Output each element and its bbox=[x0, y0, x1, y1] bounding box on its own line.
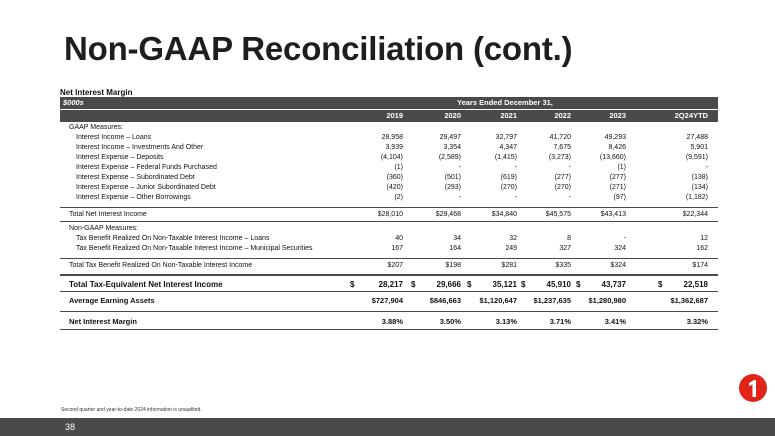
table-cell: - bbox=[514, 164, 517, 171]
table-cell: 324 bbox=[614, 245, 626, 252]
table-cell: $281 bbox=[501, 262, 517, 269]
section-label: Net Interest Margin bbox=[60, 88, 133, 97]
footnote: Second quarter and year-to-date 2024 information is unaudited. bbox=[61, 407, 202, 413]
table-cell: (270) bbox=[554, 184, 571, 191]
table-cell: - bbox=[458, 194, 461, 201]
table-cell: (270) bbox=[500, 184, 517, 191]
table-cell: 32,797 bbox=[495, 134, 517, 141]
dollar-sign: $ bbox=[658, 280, 663, 289]
table-cell: - bbox=[568, 164, 571, 171]
table-cell: (1,182) bbox=[685, 194, 708, 201]
table-cell: 40 bbox=[395, 235, 403, 242]
table-cell: (2) bbox=[394, 194, 403, 201]
table-cell: 22,518 bbox=[683, 280, 708, 289]
table-cell: 3,939 bbox=[385, 144, 403, 151]
table-cell: 12 bbox=[700, 235, 708, 242]
row-label: Interest Expense – Deposits bbox=[76, 154, 164, 161]
table-cell: $1,237,635 bbox=[533, 296, 571, 305]
dollar-sign: $ bbox=[521, 280, 526, 289]
table-cell: 8 bbox=[567, 235, 571, 242]
total-label: Average Earning Assets bbox=[69, 296, 155, 305]
table-cell: 167 bbox=[391, 245, 403, 252]
table-cell: 3.13% bbox=[495, 317, 517, 326]
table-cell: (1,415) bbox=[494, 154, 517, 161]
table-cell: $34,840 bbox=[491, 211, 517, 218]
table-cell: $174 bbox=[692, 262, 708, 269]
table-cell: 29,497 bbox=[439, 134, 461, 141]
table-cell: (501) bbox=[444, 174, 461, 181]
table-cell: (619) bbox=[500, 174, 517, 181]
row-label: Interest Expense – Junior Subordinated Debt bbox=[76, 184, 216, 191]
total-label: Total Tax Benefit Realized On Non-Taxable Interest Income bbox=[69, 262, 253, 269]
table-cell: $1,362,687 bbox=[670, 296, 708, 305]
group-label: Non-GAAP Measures: bbox=[69, 225, 139, 232]
table-cell: (97) bbox=[613, 194, 626, 201]
group-label: GAAP Measures: bbox=[69, 124, 123, 131]
dollar-sign: $ bbox=[576, 280, 581, 289]
table-cell: 27,488 bbox=[686, 134, 708, 141]
table-cell: (420) bbox=[386, 184, 403, 191]
divider-line bbox=[60, 274, 718, 276]
column-header: 2021 bbox=[500, 111, 517, 120]
table-cell: (9,591) bbox=[685, 154, 708, 161]
table-cell: (138) bbox=[691, 174, 708, 181]
table-cell: (134) bbox=[691, 184, 708, 191]
table-cell: 28,217 bbox=[378, 280, 403, 289]
company-logo-icon bbox=[738, 373, 768, 403]
table-cell: $198 bbox=[445, 262, 461, 269]
table-cell: 3.32% bbox=[686, 317, 708, 326]
table-cell: 29,666 bbox=[436, 280, 461, 289]
divider-line bbox=[60, 311, 718, 312]
table-cell: (2,589) bbox=[438, 154, 461, 161]
table-cell: 43,737 bbox=[601, 280, 626, 289]
table-cell: 3.41% bbox=[604, 317, 626, 326]
table-cell: 49,293 bbox=[604, 134, 626, 141]
row-label: Interest Expense – Other Borrowings bbox=[76, 194, 191, 201]
page-title: Non-GAAP Reconciliation (cont.) bbox=[64, 30, 573, 67]
table-cell: 4,347 bbox=[499, 144, 517, 151]
table-cell: (4,104) bbox=[380, 154, 403, 161]
table-cell: 249 bbox=[505, 245, 517, 252]
table-cell: (13,660) bbox=[599, 154, 626, 161]
row-label: Tax Benefit Realized On Non-Taxable Interest Income – Loans bbox=[76, 235, 270, 242]
table-cell: 41,720 bbox=[549, 134, 571, 141]
column-header-row bbox=[60, 110, 718, 122]
table-cell: - bbox=[623, 235, 626, 242]
table-cell: 327 bbox=[559, 245, 571, 252]
table-cell: $28,010 bbox=[377, 211, 403, 218]
row-label: Tax Benefit Realized On Non-Taxable Interest Income – Municipal Securities bbox=[76, 245, 313, 252]
table-cell: 164 bbox=[449, 245, 461, 252]
footer-bar bbox=[0, 418, 775, 436]
table-cell: (360) bbox=[386, 174, 403, 181]
units-label: $000s bbox=[63, 98, 84, 107]
table-cell: 5,901 bbox=[690, 144, 708, 151]
table-cell: 8,426 bbox=[608, 144, 626, 151]
table-cell: - bbox=[568, 194, 571, 201]
divider-line bbox=[60, 291, 718, 292]
row-label: Interest Expense – Federal Funds Purchased bbox=[76, 164, 217, 171]
table-cell: 32 bbox=[509, 235, 517, 242]
table-cell: $207 bbox=[387, 262, 403, 269]
table-cell: (1) bbox=[617, 164, 626, 171]
divider-line bbox=[60, 258, 718, 259]
table-cell: - bbox=[514, 194, 517, 201]
total-label: Total Tax-Equivalent Net Interest Income bbox=[69, 280, 223, 289]
table-cell: 7,675 bbox=[553, 144, 571, 151]
column-header: 2019 bbox=[386, 111, 403, 120]
table-cell: 28,958 bbox=[381, 134, 403, 141]
column-header: 2023 bbox=[609, 111, 626, 120]
dollar-sign: $ bbox=[350, 280, 355, 289]
table-cell: 45,910 bbox=[546, 280, 571, 289]
column-header: 2020 bbox=[444, 111, 461, 120]
table-cell: (293) bbox=[444, 184, 461, 191]
table-cell: 3.50% bbox=[439, 317, 461, 326]
table-cell: (271) bbox=[609, 184, 626, 191]
table-cell: 162 bbox=[696, 245, 708, 252]
divider-line bbox=[60, 221, 718, 222]
table-cell: (277) bbox=[554, 174, 571, 181]
table-cell: - bbox=[458, 164, 461, 171]
table-cell: $29,468 bbox=[435, 211, 461, 218]
row-label: Interest Expense – Subordinated Debt bbox=[76, 174, 195, 181]
column-header: 2Q24YTD bbox=[674, 111, 708, 120]
table-cell: 3.71% bbox=[549, 317, 571, 326]
table-cell: $846,663 bbox=[429, 296, 461, 305]
column-header: 2022 bbox=[554, 111, 571, 120]
table-cell: $335 bbox=[555, 262, 571, 269]
table-cell: - bbox=[705, 164, 708, 171]
table-cell: 3,354 bbox=[443, 144, 461, 151]
divider-line bbox=[60, 329, 718, 330]
table-cell: $45,575 bbox=[545, 211, 571, 218]
table-cell: (277) bbox=[609, 174, 626, 181]
divider-line bbox=[60, 207, 718, 208]
period-span-label: Years Ended December 31, bbox=[457, 98, 553, 107]
table-cell: $1,280,980 bbox=[588, 296, 626, 305]
table-cell: $43,413 bbox=[600, 211, 626, 218]
table-cell: 3.88% bbox=[381, 317, 403, 326]
table-cell: 34 bbox=[453, 235, 461, 242]
row-label: Interest Income – Investments And Other bbox=[76, 144, 204, 151]
table-cell: $324 bbox=[610, 262, 626, 269]
table-cell: $22,344 bbox=[682, 211, 708, 218]
total-label: Total Net Interest Income bbox=[69, 211, 147, 218]
table-cell: $1,120,647 bbox=[479, 296, 517, 305]
table-cell: 35,121 bbox=[492, 280, 517, 289]
dollar-sign: $ bbox=[411, 280, 416, 289]
dollar-sign: $ bbox=[467, 280, 472, 289]
page-number: 38 bbox=[65, 422, 76, 432]
table-cell: (3,273) bbox=[548, 154, 571, 161]
table-cell: $727,904 bbox=[371, 296, 403, 305]
table-header-band bbox=[60, 97, 718, 109]
total-label: Net Interest Margin bbox=[69, 317, 137, 326]
table-cell: (1) bbox=[394, 164, 403, 171]
row-label: Interest Income – Loans bbox=[76, 134, 152, 141]
